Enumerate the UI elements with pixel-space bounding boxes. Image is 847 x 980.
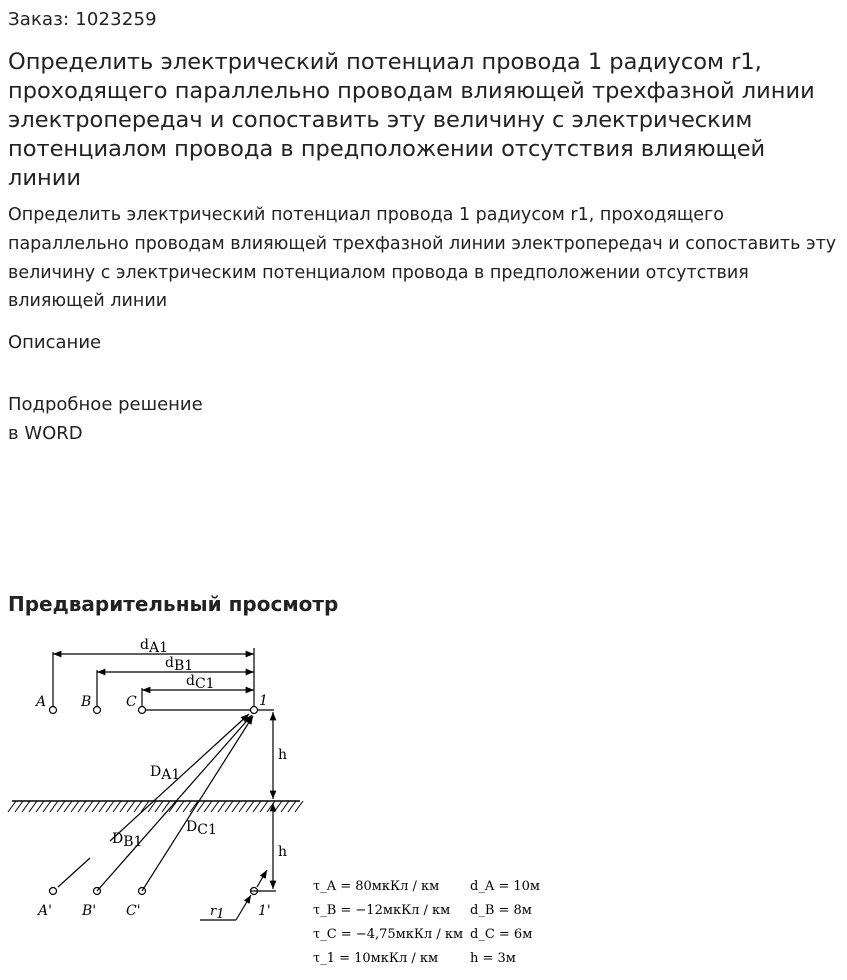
ground-hatch-stroke [43, 801, 51, 812]
label-wire-1: 1 [259, 693, 268, 709]
page-title: Определить электрический потенциал провода 1 радиусом r1, проходящего параллельно проводам влияющей трехфазной линии электропередач и сопоставить эту величину с электрическим потенциалом провода в предположении отсутствия влияющей линии [8, 49, 815, 191]
order-number: Заказ: 1023259 [8, 9, 157, 30]
ground-hatch-stroke [113, 801, 121, 812]
ground-hatch-stroke [15, 801, 23, 812]
param-tau-1: τ_1 = 10мкКл / км [313, 951, 439, 966]
label-wire-c-image: C' [126, 903, 141, 919]
label-wire-b: B [81, 694, 92, 710]
ground-hatch-stroke [120, 801, 128, 812]
wire-a [50, 707, 57, 714]
ground-hatch-stroke [8, 801, 16, 812]
ground-hatch-stroke [57, 801, 65, 812]
given-parameters [313, 879, 540, 966]
ground-hatch-stroke [288, 801, 296, 812]
ground-hatch-stroke [190, 801, 198, 812]
label-DA1: DA1 [150, 764, 181, 783]
label-wire-a-image: A' [38, 903, 52, 919]
param-d-c: d_C = 6м [470, 927, 533, 942]
line-DC1 [142, 716, 253, 891]
ground-hatch-stroke [176, 801, 184, 812]
line-DA1-lower [58, 858, 90, 887]
ground-hatch-stroke [253, 801, 261, 812]
ground-hatch-stroke [92, 801, 100, 812]
param-tau-c: τ_C = −4,75мкКл / км [313, 927, 464, 942]
param-d-b: d_B = 8м [470, 903, 532, 918]
label-DC1: DC1 [186, 819, 217, 838]
label-h-upper: h [278, 747, 288, 763]
ground-hatch-stroke [295, 801, 303, 812]
ground-hatch-stroke [127, 801, 135, 812]
ground-hatch-stroke [85, 801, 93, 812]
wire-1 [251, 707, 258, 714]
line-DB1 [97, 715, 252, 891]
leader-arrow-in [236, 895, 251, 920]
label-r1: r1 [210, 904, 225, 922]
ground-hatch-stroke [36, 801, 44, 812]
ground-hatch-stroke [29, 801, 37, 812]
label-wire-c: C [126, 694, 137, 710]
wire-a-image [50, 888, 57, 895]
ground-hatch-stroke [274, 801, 282, 812]
param-h: h = 3м [470, 951, 516, 966]
ground-hatch-stroke [78, 801, 86, 812]
ground-hatch-stroke [232, 801, 240, 812]
description-heading: Описание [8, 332, 102, 353]
ground-hatch-stroke [22, 801, 30, 812]
task-description: Определить электрический потенциал провода 1 радиусом r1, проходящего параллельно проводам влияющей трехфазной линии электропередач и сопоставить эту величину с электрическим потенциалом провода в предположении отсутствия влияющей линии [8, 205, 837, 312]
ground-hatch-stroke [155, 801, 163, 812]
label-dC1: dC1 [186, 673, 215, 692]
ground-hatch-stroke [71, 801, 79, 812]
ground-hatch-stroke [218, 801, 226, 812]
preview-figure [0, 630, 600, 975]
preview-heading: Предварительный просмотр [8, 592, 339, 616]
leader-arrow-out [257, 870, 267, 887]
ground-hatch-stroke [106, 801, 114, 812]
ground-hatch-stroke [99, 801, 107, 812]
ground-hatch-stroke [267, 801, 275, 812]
ground-hatch-stroke [246, 801, 254, 812]
ground-hatch-stroke [134, 801, 142, 812]
ground-hatch-stroke [50, 801, 58, 812]
param-tau-b: τ_B = −12мкКл / км [313, 903, 451, 918]
wire-c [139, 707, 146, 714]
ground-hatch-stroke [281, 801, 289, 812]
ground [8, 801, 303, 812]
ground-hatch-stroke [204, 801, 212, 812]
label-DB1: DB1 [112, 831, 143, 850]
solution-label: Подробное решение [8, 394, 203, 415]
label-h-lower: h [278, 844, 288, 860]
solution-format: в WORD [8, 423, 83, 444]
label-wire-1-image: 1' [258, 903, 271, 919]
ground-hatch-stroke [64, 801, 72, 812]
label-dA1: dA1 [140, 637, 168, 656]
param-tau-a: τ_A = 80мкКл / км [313, 879, 440, 894]
param-d-a: d_A = 10м [470, 879, 541, 894]
wire-b [94, 707, 101, 714]
ground-hatch-stroke [211, 801, 219, 812]
ground-hatch-stroke [225, 801, 233, 812]
label-dB1: dB1 [165, 655, 194, 674]
ground-hatch-stroke [239, 801, 247, 812]
ground-hatch-stroke [169, 801, 177, 812]
label-wire-b-image: B' [82, 903, 97, 919]
ground-hatch-stroke [260, 801, 268, 812]
label-wire-a: A [36, 694, 47, 710]
ground-hatch-stroke [183, 801, 191, 812]
